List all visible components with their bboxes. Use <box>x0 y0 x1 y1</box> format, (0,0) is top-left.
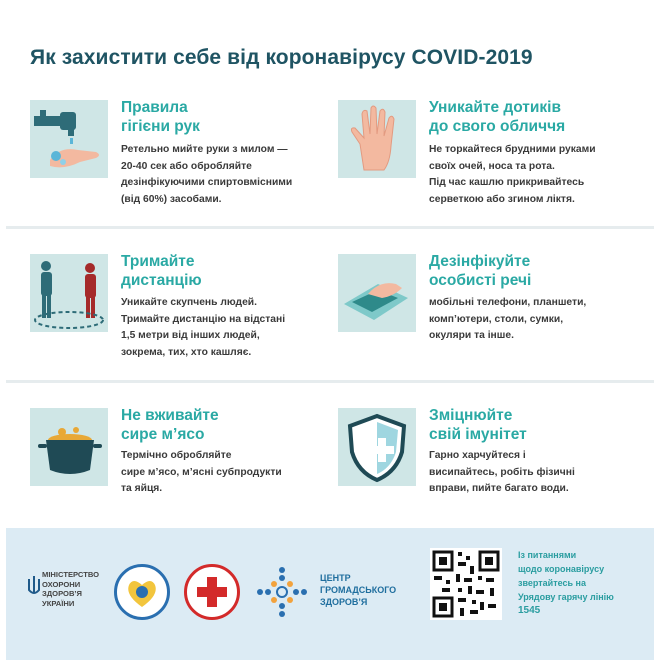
heart-emblem-logo <box>114 564 170 620</box>
hotline-number[interactable]: 1545 <box>518 605 541 616</box>
cross-dots-icon <box>254 564 310 620</box>
trident-icon <box>28 576 40 598</box>
tip-text-avoid-face: Не торкайтеся брудними руками своїх очей, носа та рота. Під час кашлю прикривайтесь серветкою або згином ліктя. <box>429 144 596 205</box>
sponge-cleaning-icon <box>338 254 416 332</box>
tip-text-disinfect: мобільні телефони, планшети, комп’ютери, столи, сумки, окуляри та інше. <box>429 297 587 341</box>
tip-heading-avoid-face: Уникайте дотиків до свого обличчя <box>429 99 566 135</box>
page-title: Як захистити себе від коронавірусу COVID-2019 <box>30 46 533 69</box>
section-divider <box>6 226 654 229</box>
tip-text-raw-meat: Термічно обробляйте сире м’ясо, м’ясні субпродукти та яйця. <box>121 450 282 494</box>
tip-text-immunity: Гарно харчуйтеся і висипайтесь, робіть фізичні вправи, пийте багато води. <box>429 450 575 494</box>
hotline-info: Із питаннями щодо коронавірусу звертайтесь на Урядову гарячу лінію 1545 <box>518 548 648 618</box>
hand-washing-icon <box>30 100 108 178</box>
ministry-logo: МІНІСТЕРСТВО ОХОРОНИ ЗДОРОВ’Я УКРАЇНИ <box>28 570 118 620</box>
tip-heading-raw-meat: Не вживайте сире м’ясо <box>121 407 219 443</box>
tip-heading-disinfect: Дезінфікуйте особисті речі <box>429 253 532 289</box>
public-health-center-logo: ЦЕНТР ГРОМАДСЬКОГО ЗДОРОВ’Я <box>250 564 410 624</box>
cooking-pot-icon <box>30 408 108 486</box>
tip-heading-immunity: Зміцнюйте свій імунітет <box>429 407 527 443</box>
footer-banner <box>6 528 654 660</box>
tip-text-hand-hygiene: Ретельно мийте руки з милом — 20-40 сек або обробляйте дезінфікуючими спиртовмісними (від 60%) засобами. <box>121 144 293 205</box>
red-cross-logo <box>184 564 240 620</box>
tip-heading-hand-hygiene: Правила гігієни рук <box>121 99 200 135</box>
palm-hand-icon <box>338 100 416 178</box>
qr-code[interactable] <box>430 548 502 620</box>
social-distance-icon <box>30 254 108 332</box>
section-divider <box>6 380 654 383</box>
shield-icon <box>338 408 416 486</box>
tip-heading-distance: Тримайте дистанцію <box>121 253 202 289</box>
tip-text-distance: Уникайте скупчень людей. Тримайте дистанцію на відстані 1,5 метри від інших людей, зокрема, тих, хто кашляє. <box>121 297 286 358</box>
